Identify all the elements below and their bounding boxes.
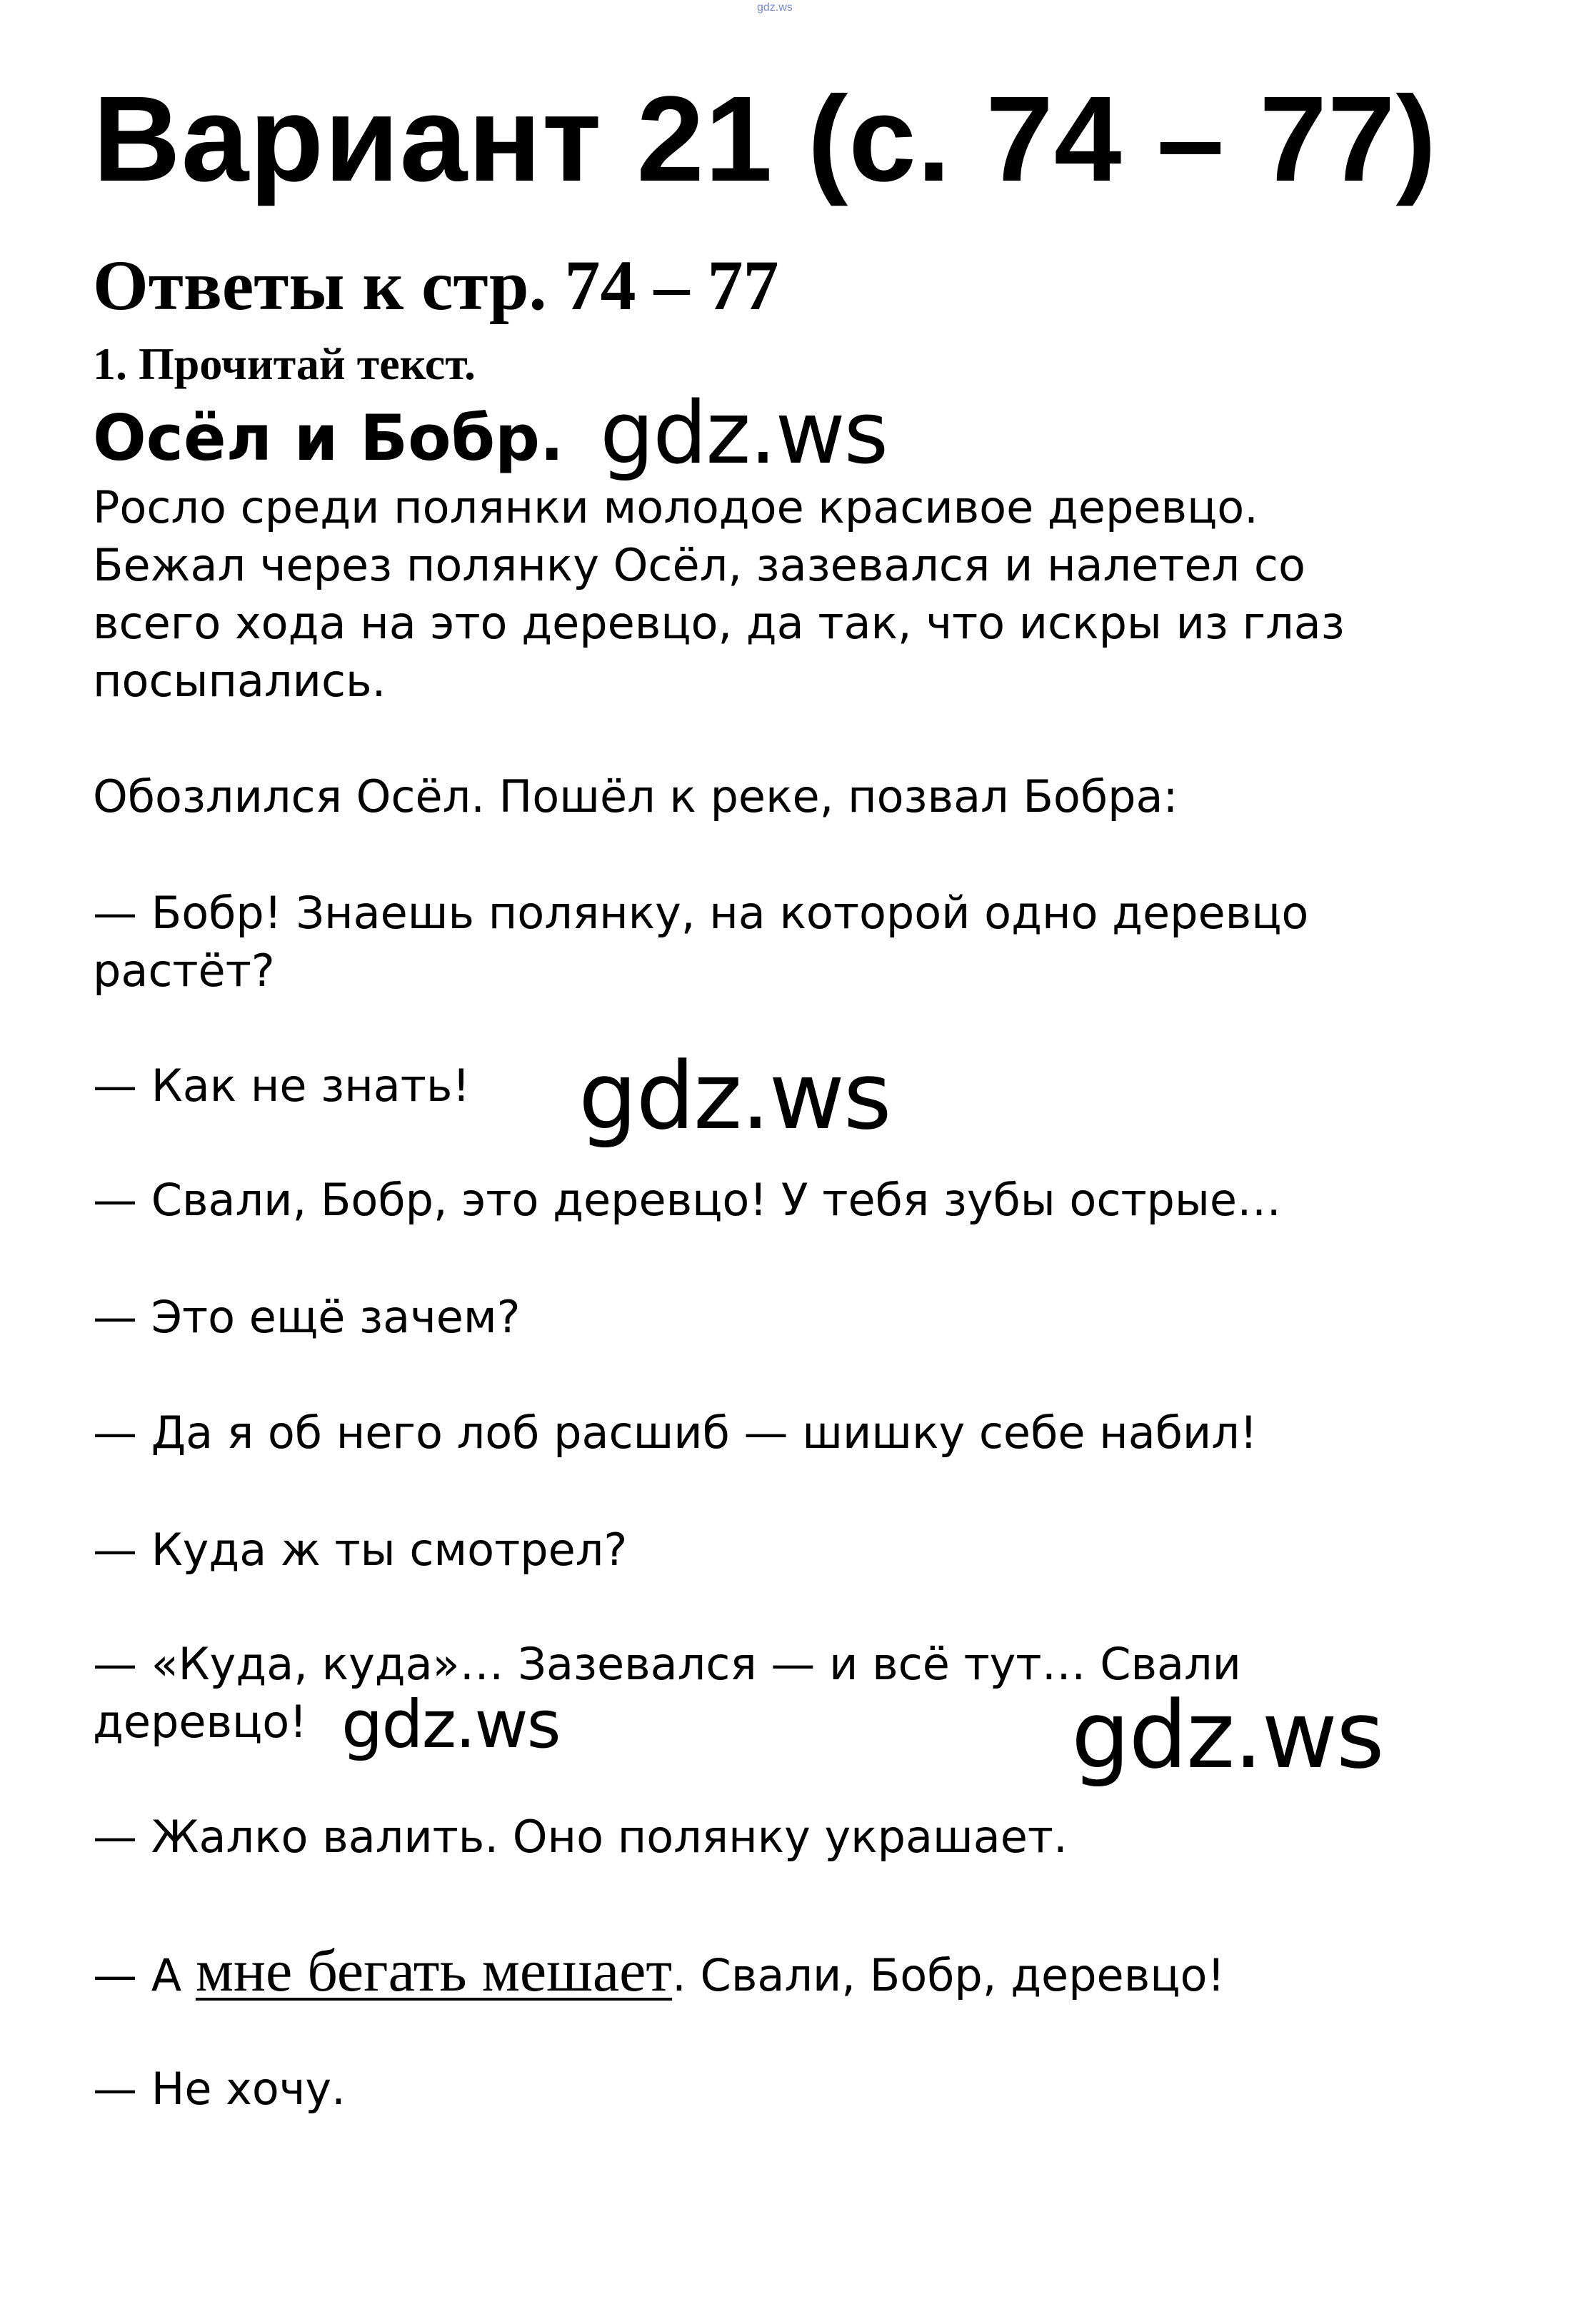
page-title: Вариант 21 (с. 74 – 77) [93,71,1438,207]
paragraph-text: — А [93,1949,196,2001]
paragraph-6: — Это ещё зачем? [93,1291,521,1343]
paragraph-line: растёт? [93,945,275,997]
paragraph-line: Росло среди полянки молодое красивое деревцо. [93,481,1258,533]
watermark: gdz.ws [341,1686,560,1763]
paragraph-line: всего хода на это деревцо, да так, что искры из глаз [93,597,1345,649]
paragraph-5: — Свали, Бобр, это деревцо! У тебя зубы острые… [93,1174,1282,1226]
paragraph-9 [93,1635,1241,1751]
paragraph-7: — Да я об него лоб расшиб — шишку себе набил! [93,1407,1258,1459]
watermark: gdz.ws [600,384,888,483]
paragraph-2: Обозлился Осёл. Пошёл к реке, позвал Бобра: [93,770,1178,823]
answers-subtitle: Ответы к стр. 74 – 77 [93,246,779,325]
paragraph-line: Бежал через полянку Осёл, зазевался и налетел со [93,539,1305,591]
paragraph-4: — Как не знать! [93,1060,471,1112]
paragraph-line: деревцо! [93,1696,308,1748]
watermark: gdz.ws [578,1042,891,1150]
paragraph-text: . Свали, Бобр, деревцо! [672,1949,1225,2001]
paragraph-8: — Куда ж ты смотрел? [93,1524,628,1576]
paragraph-11 [93,1938,1225,2004]
paragraph-3 [93,884,1308,1000]
handwritten-underlined-text: мне бегать мешает [195,1938,673,2004]
top-watermark: gdz.ws [757,1,793,14]
paragraph-line: — Бобр! Знаешь полянку, на которой одно деревцо [93,887,1309,939]
story-title: Осёл и Бобр. [93,401,564,475]
paragraph-1 [93,478,1345,710]
paragraph-line: — «Куда, куда»… Зазевался — и всё тут… Свали [93,1638,1241,1690]
watermark: gdz.ws [1071,1681,1383,1789]
paragraph-line: посыпались. [93,655,386,707]
paragraph-12: — Не хочу. [93,2063,346,2115]
task-heading: 1. Прочитай текст. [93,338,476,389]
paragraph-10: — Жалко валить. Оно полянку украшает. [93,1811,1068,1863]
